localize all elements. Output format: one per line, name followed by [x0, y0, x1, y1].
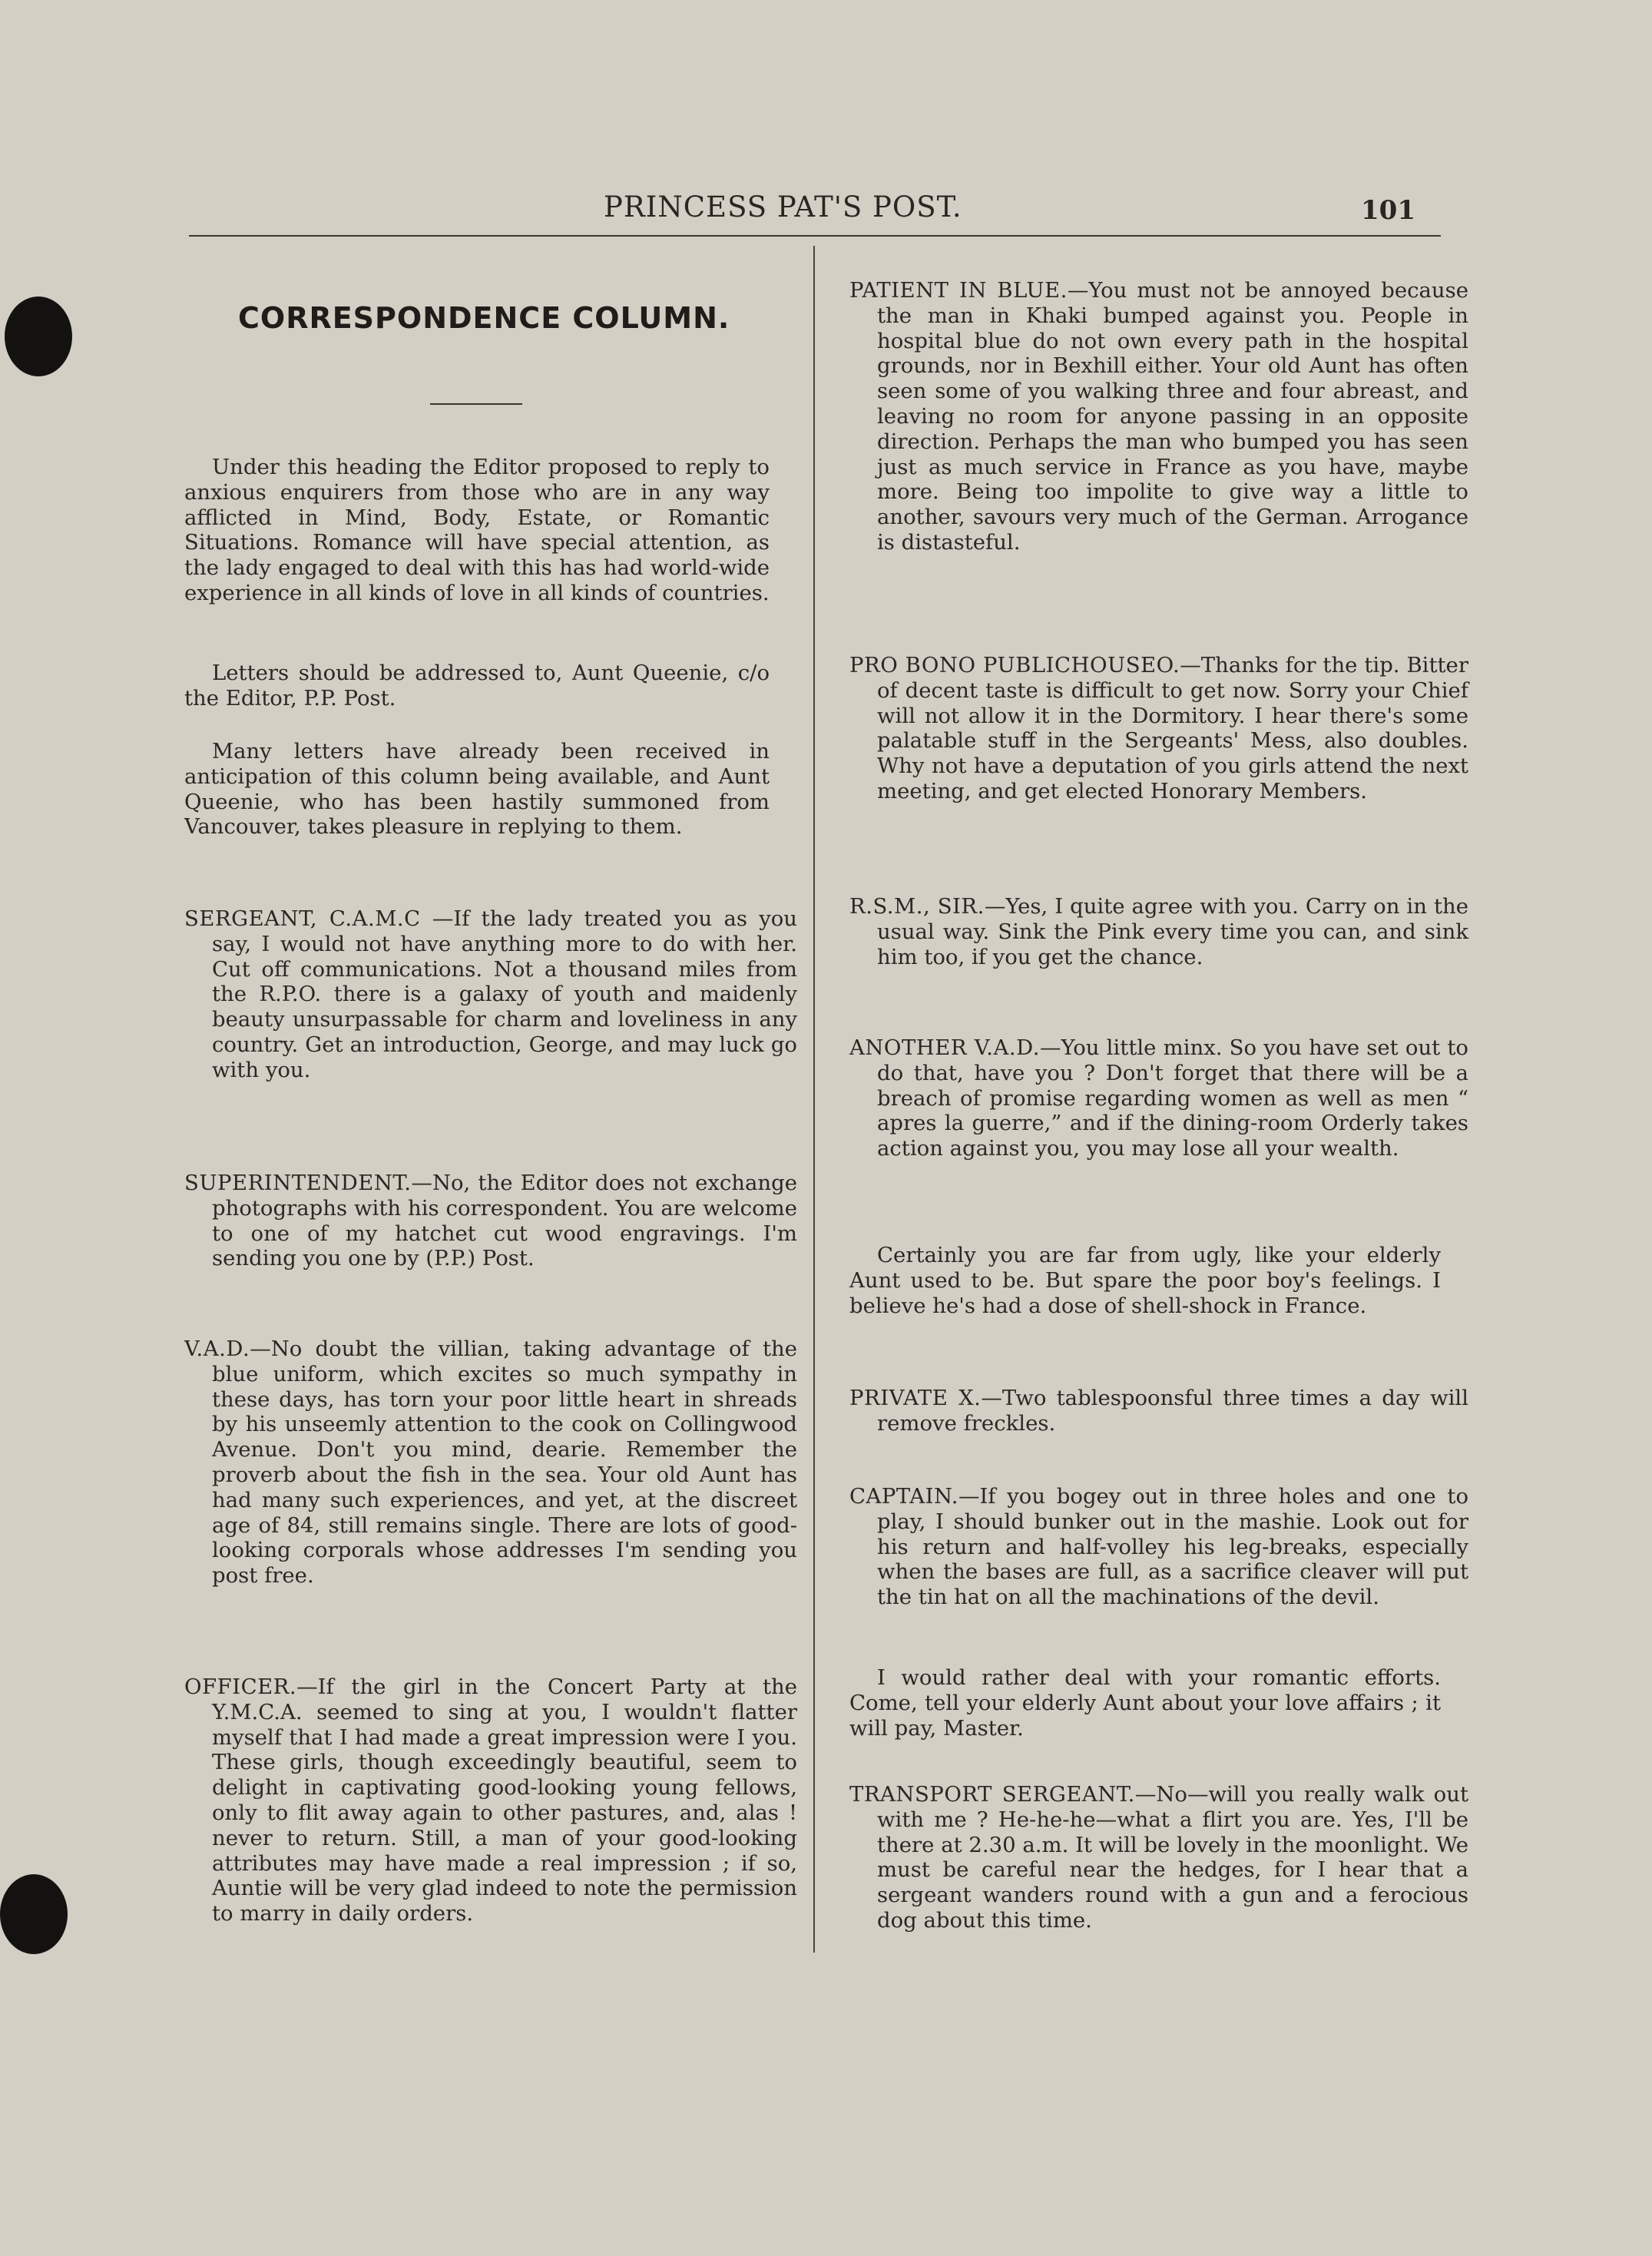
header-rule [189, 235, 1441, 237]
reply-addressee: PRO BONO PUBLICHOUSEO. [849, 653, 1180, 677]
section-title: CORRESPONDENCE COLUMN. [238, 301, 730, 335]
reply-text: —No doubt the villian, taking advantage of the blue uniform, which excites so much sympathy in these days, has torn your poor little heart in shreads by his unseemly attention to the cook on Collingwood Avenue. Don't you mind, dearie. Remember the proverb about the fish in the sea. Your old Aunt has had many such experiences, and yet, at the discreet age of 84, still remains single. There are lots of good-looking corporals whose addresses I'm sending you post free. [212, 1337, 797, 1588]
reply-private-x [849, 1386, 1468, 1436]
reply-officer [184, 1675, 797, 1926]
reply-captain-continued [849, 1665, 1441, 1741]
letter-address [184, 661, 770, 711]
reply-addressee: TRANSPORT SERGEANT. [849, 1782, 1135, 1807]
reply-addressee: PATIENT IN BLUE. [849, 278, 1068, 303]
reply-patient-in-blue [849, 278, 1468, 555]
reply-text: —No—will you really walk out with me ? He-he-he—what a flirt you are. Yes, I'll be there at 2.30 a.m. It will be lovely in the moonlight. We must be careful near the hedges, for I hear that a sergeant wanders round with a gun and a ferocious dog about this time. [877, 1782, 1468, 1933]
reply-text: —If you bogey out in three holes and one to play, I should bunker out in the mashie. Look out for his return and half-volley his leg-breaks, especially when the bases are full, as a sacrifice cleaver will put the tin hat on all the machinations of the devil. [877, 1484, 1468, 1610]
reply-captain [849, 1484, 1468, 1610]
title-rule [430, 403, 522, 405]
reply-rsm [849, 894, 1468, 969]
reply-transport-sergeant [849, 1782, 1468, 1933]
reply-text: —Two tablespoonsful three times a day will remove freckles. [877, 1386, 1468, 1436]
reply-superintendent [184, 1171, 797, 1271]
reply-addressee: CAPTAIN. [849, 1484, 959, 1509]
reply-text: —If the lady treated you as you say, I would not have anything more to do with her. Cut off communications. Not a thousand miles from the R.P.O. there is a galaxy of youth and maidenly beauty unsurpassable for charm and loveliness in any country. Get an introduction, George, and may luck go with you. [212, 906, 797, 1082]
page-number: 101 [1361, 195, 1415, 226]
reply-addressee: PRIVATE X. [849, 1386, 982, 1410]
reply-another-vad [849, 1035, 1468, 1161]
paragraph-text: Many letters have already been received in anticipation of this column being available, and Aunt Queenie, who has been hastily summoned from Vancouver, takes pleasure in replying to them. [184, 739, 770, 840]
reply-text: —Thanks for the tip. Bitter of decent taste is difficult to get now. Sorry your Chief will not allow it in the Dormitory. I hear there's some palatable stuff in the Sergeants' Mess, also doubles. Why not have a deputation of you girls attend the next meeting, and get elected Honorary Members. [877, 653, 1468, 803]
reply-addressee: SERGEANT, C.A.M.C [184, 906, 421, 931]
letter-received [184, 739, 770, 840]
reply-addressee: OFFICER. [184, 1675, 297, 1699]
column-divider [813, 246, 815, 1953]
reply-sergeant-camc [184, 906, 797, 1083]
reply-text: —You little minx. So you have set out to do that, have you ? Don't forget that there will be a breach of promise regarding women as well as men “ apres la guerre,” and if the dining-room Orderly takes action against you, you may lose all your wealth. [877, 1035, 1468, 1161]
reply-text: —Yes, I quite agree with you. Carry on in the usual way. Sink the Pink every time you can, and sink him too, if you get the chance. [877, 894, 1468, 969]
reply-vad [184, 1337, 797, 1588]
reply-text: —No, the Editor does not exchange photographs with his correspondent. You are welcome to one of my hatchet cut wood engravings. I'm sending you one by (P.P.) Post. [212, 1171, 797, 1271]
reply-addressee: R.S.M., SIR. [849, 894, 985, 919]
reply-pro-bono [849, 653, 1468, 804]
paragraph-text: I would rather deal with your romantic efforts. Come, tell your elderly Aunt about your love affairs ; it will pay, Master. [849, 1665, 1441, 1741]
reply-addressee: SUPERINTENDENT. [184, 1171, 412, 1195]
reply-another-vad-continued [849, 1243, 1441, 1318]
paragraph-text: Under this heading the Editor proposed to reply to anxious enquirers from those who are in any way afflicted in Mind, Body, Estate, or Romantic Situations. Romance will have special attention, as the lady engaged to deal with this has had world-wide experience in all kinds of love in all kinds of countries. [184, 455, 770, 605]
reply-addressee: V.A.D. [184, 1337, 250, 1361]
binder-hole-top [5, 296, 72, 376]
running-header-title: PRINCESS PAT'S POST. [604, 190, 962, 224]
binder-hole-bottom [0, 1874, 68, 1954]
reply-text: —You must not be annoyed because the man in Khaki bumped against you. People in hospital blue do not own every path in the hospital grounds, nor in Bexhill either. Your old Aunt has often seen some of you walking three and four abreast, and leaving no room for anyone passing in an opposite direction. Perhaps the man who bumped you has seen just as much service in France as you have, maybe more. Being too impolite to give way a little to another, savours very much of the German. Arrogance is distasteful. [877, 278, 1469, 555]
letter-intro [184, 455, 770, 606]
reply-text: —If the girl in the Concert Party at the Y.M.C.A. seemed to sing at you, I wouldn't flatter myself that I had made a great impression were I you. These girls, though exceedingly beautiful, seem to delight in captivating good-looking young fellows, only to flit away again to other pastures, and, alas ! never to return. Still, a man of your good-looking attributes may have made a real impression ; if so, Auntie will be very glad indeed to note the permission to marry in daily orders. [212, 1675, 797, 1926]
reply-addressee: ANOTHER V.A.D. [849, 1035, 1040, 1060]
paragraph-text: Letters should be addressed to, Aunt Queenie, c/o the Editor, P.P. Post. [184, 661, 770, 711]
paragraph-text: Certainly you are far from ugly, like your elderly Aunt used to be. But spare the poor boy's feelings. I believe he's had a dose of shell-shock in France. [849, 1243, 1441, 1318]
